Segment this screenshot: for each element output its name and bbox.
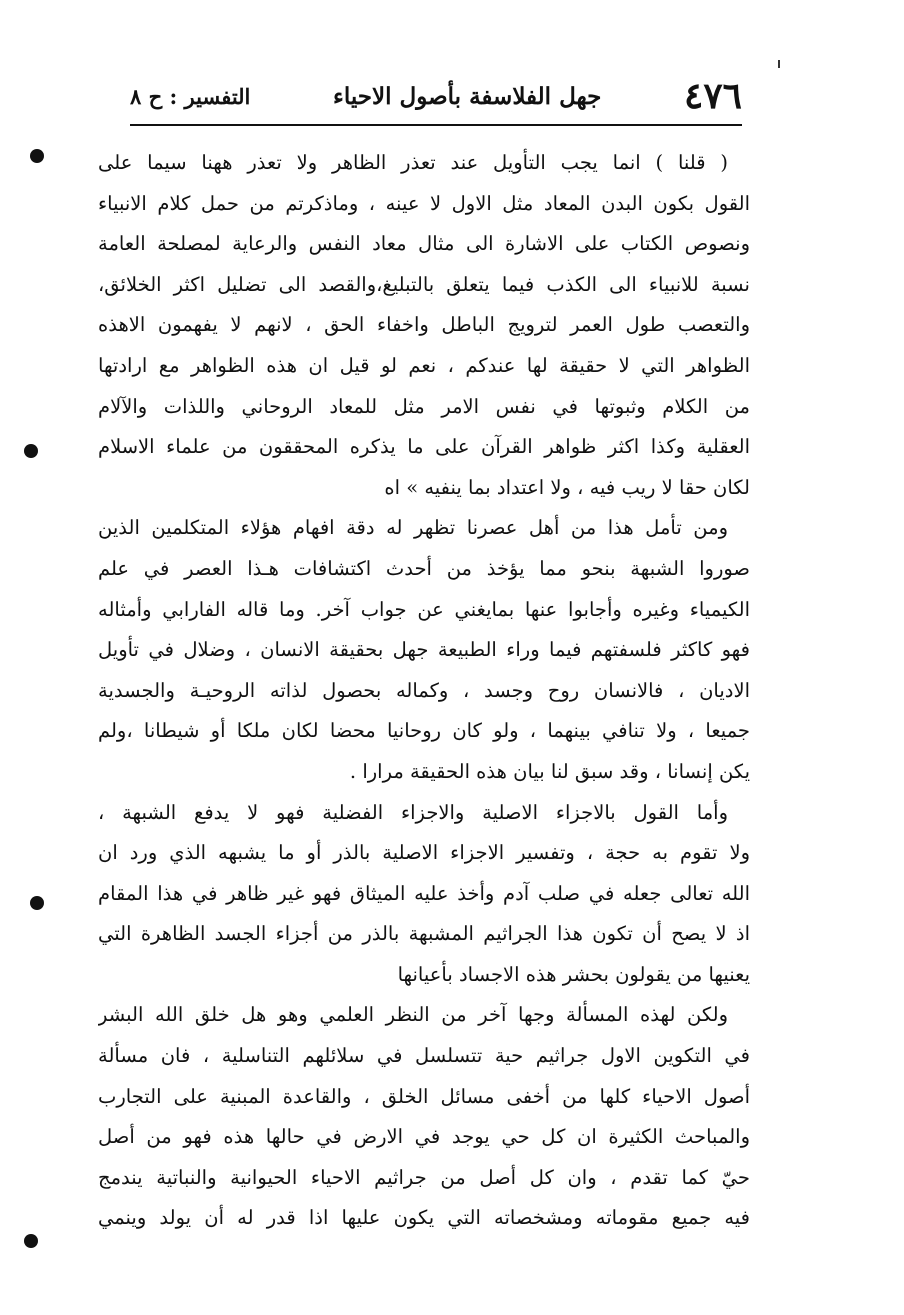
text-line: يكن إنسانا ، وقد سبق لنا بيان هذه الحقيقة مرارا . bbox=[349, 759, 750, 783]
text-line: فهو كاكثر فلسفتهم فيما وراء الطبيعة جهل بحقيقة الانسان ، وضلال في تأويل bbox=[98, 638, 750, 662]
body-text bbox=[98, 143, 750, 1239]
text-line: جميعا ، ولا تنافي بينهما ، ولو كان روحانيا محضا لكان ملكا أو شيطانا ،ولم bbox=[98, 719, 750, 743]
punch-hole bbox=[24, 1234, 38, 1248]
text-line: والتعصب طول العمر لترويج الباطل واخفاء الحق ، لانهم لا يفهمون الاهذه bbox=[98, 313, 750, 337]
punch-hole bbox=[30, 896, 44, 910]
text-line: من الكلام وثبوتها في نفس الامر مثل للمعاد الروحاني واللذات والآلام bbox=[98, 394, 750, 418]
text-line: القول بكون البدن المعاد مثل الاول لا عينه ، وماذكرتم من حمل كلام الانبياء bbox=[98, 191, 750, 215]
text-line: ونصوص الكتاب على الاشارة الى مثال معاد النفس والرعاية لمصلحة العامة bbox=[98, 232, 750, 256]
text-line: الله تعالى جعله في صلب آدم وأخذ عليه الميثاق فهو غير ظاهر في هذا المقام bbox=[98, 881, 750, 905]
page-number: ٤٧٦ bbox=[683, 75, 742, 117]
text-line: اذ لا يصح أن تكون هذا الجراثيم المشبهة بالذر من أجزاء الجسد الظاهرة التي bbox=[98, 922, 750, 946]
text-line: فيه جميع مقوماته ومشخصاته التي يكون عليها اذا قدر له أن يولد وينمي bbox=[98, 1206, 750, 1230]
text-line: أصول الاحياء كلها من أخفى مسائل الخلق ، والقاعدة المبنية على التجارب bbox=[98, 1084, 750, 1108]
text-line: وأما القول بالاجزاء الاصلية والاجزاء الفضلية فهو لا يدفع الشبهة ، bbox=[98, 800, 728, 824]
running-title: جهل الفلاسفة بأصول الاحياء bbox=[333, 82, 602, 110]
text-line: والمباحث الكثيرة ان كل حي يوجد في الارض في حالها هذه فهو من أصل bbox=[98, 1125, 750, 1149]
text-line: ولا تقوم به حجة ، وتفسير الاجزاء الاصلية بالذر أو ما يشبهه الذي ورد ان bbox=[98, 841, 750, 865]
text-line: نسبة للانبياء الى الكذب فيما يتعلق بالتبليغ،والقصد الى تضليل اكثر الخلائق، bbox=[98, 272, 750, 296]
text-line: ومن تأمل هذا من أهل عصرنا تظهر له دقة افهام هؤلاء المتكلمين الذين bbox=[98, 516, 728, 540]
text-line: العقلية وكذا اكثر ظواهر القرآن على ما يذكره المحققون من علماء الاسلام bbox=[98, 435, 750, 459]
text-line: الاديان ، فالانسان روح وجسد ، وكماله بحصول لذاته الروحيـة والجسدية bbox=[98, 678, 750, 702]
text-line: يعنيها من يقولون بحشر هذه الاجساد بأعيانها bbox=[397, 962, 750, 986]
margin-mark bbox=[778, 60, 780, 68]
text-line: ولكن لهذه المسألة وجها آخر من النظر العلمي وهو هل خلق الله البشر bbox=[98, 1003, 728, 1027]
text-line: حيّ كما تقدم ، وان كل أصل من جراثيم الاحياء الحيوانية والنباتية يندمج bbox=[98, 1165, 750, 1189]
text-line: الكيمياء وغيره وأجابوا عنها بمايغني عن جواب آخر. وما قاله الفارابي وأمثاله bbox=[98, 597, 750, 621]
text-line: في التكوين الاول جراثيم حية تتسلسل في سلائلهم التناسلية ، فان مسألة bbox=[98, 1044, 750, 1068]
punch-hole bbox=[30, 149, 44, 163]
page-header bbox=[130, 72, 742, 126]
text-line: ( قلنا ) انما يجب التأويل عند تعذر الظاهر ولا تعذر ههنا سيما على bbox=[98, 151, 728, 174]
text-line: لكان حقا لا ريب فيه ، ولا اعتداد بما ينفيه » اه bbox=[384, 475, 750, 499]
section-label: التفسير : ح ٨ bbox=[130, 83, 251, 109]
text-line: الظواهر التي لا حقيقة لها عندكم ، نعم لو قيل ان هذه الظواهر مع ارادتها bbox=[98, 353, 750, 377]
text-line: صوروا الشبهة بنحو مما يؤخذ من أحدث اكتشافات هـذا العصر في علم bbox=[98, 556, 750, 580]
punch-hole bbox=[24, 444, 38, 458]
